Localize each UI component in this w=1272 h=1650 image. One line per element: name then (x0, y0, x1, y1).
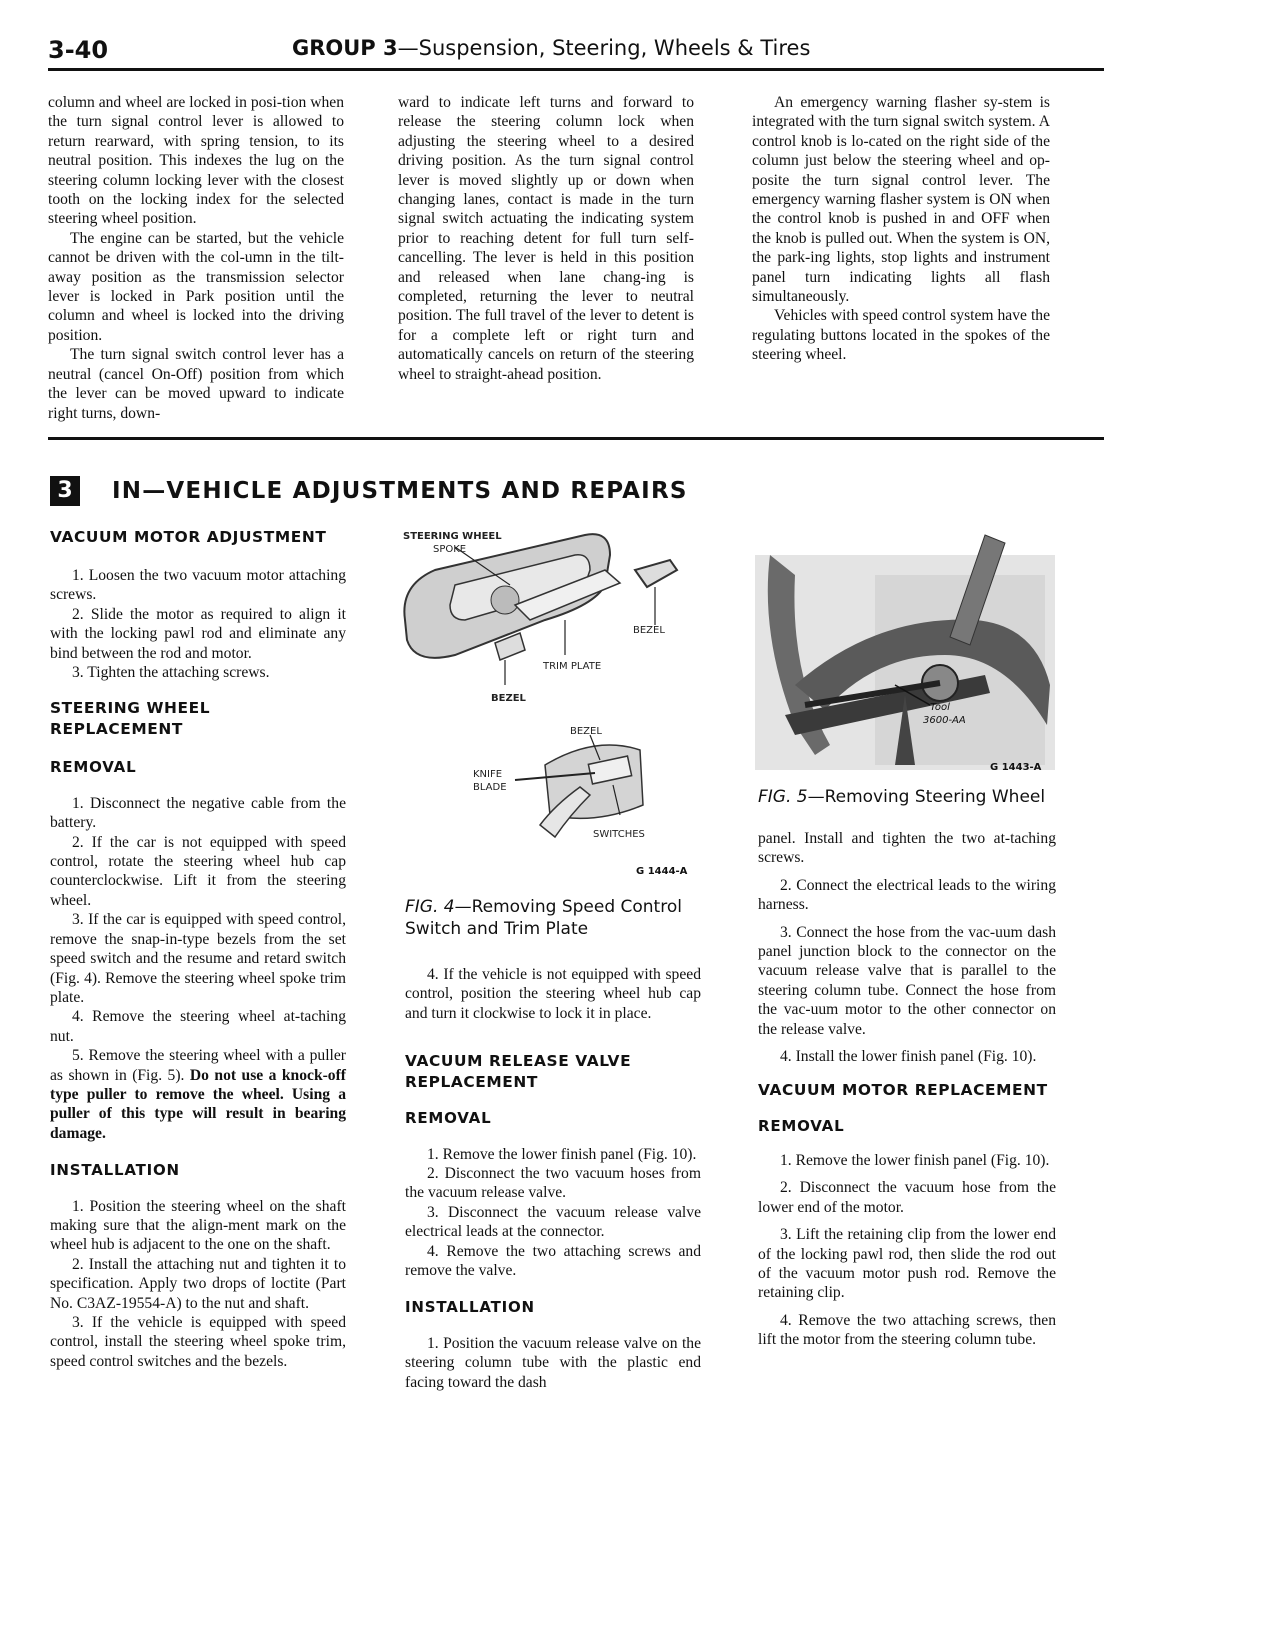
step: 4. Remove the two attaching screws and remove the valve. (405, 1242, 701, 1280)
paragraph: The engine can be started, but the vehicle cannot be driven with the col-umn in the tilt-away position as the transmission selector lever is locked in Park position until the column and wheel is locked into the driving position. (48, 229, 344, 344)
header-rule (48, 68, 1104, 71)
step: 1. Loosen the two vacuum motor attaching screws. (50, 567, 346, 604)
step: 1. Position the steering wheel on the shaft making sure that the align-ment mark on the wheel hub is adjacent to the one on the shaft. (50, 1197, 346, 1254)
group-label: GROUP 3 (292, 36, 398, 60)
step: 3. Connect the hose from the vac-uum dash panel junction block to the connector on the vacuum release valve that is parallel to the steering column tube. Connect the hose from the vac-uum motor to the other connector on the release valve. (758, 923, 1056, 1038)
step-text: 5. Remove the steering wheel with a puller as shown in (Fig. 5). (50, 1047, 346, 1084)
heading-removal: REMOVAL (50, 758, 137, 777)
intro-column-3 (752, 93, 1050, 365)
step: 3. If the car is equipped with speed control, remove the snap-in-type bezels from the set speed switch and the resume and retard switch (Fig. 4). Remove the steering wheel spoke trim plate. (50, 911, 346, 1006)
paragraph: panel. Install and tighten the two at-taching screws. (758, 830, 1056, 867)
heading-removal: REMOVAL (405, 1109, 492, 1128)
step: 3. Lift the retaining clip from the lower end of the locking pawl rod, then slide the rod out of the vacuum motor push rod. Remove the retaining clip. (758, 1226, 1056, 1302)
heading-vacuum-release-valve: VACUUM RELEASE VALVE REPLACEMENT (405, 1052, 632, 1092)
section-title: IN—VEHICLE ADJUSTMENTS AND REPAIRS (112, 478, 688, 504)
intro-column-2 (398, 93, 694, 384)
figure-5-number: FIG. 5 (758, 787, 808, 807)
heading-steering-wheel-replacement: STEERING WHEEL REPLACEMENT (50, 699, 211, 739)
warning-text: Do not use a knock-off type puller to remove the wheel. Using a puller of this type will result in bearing damage. (50, 1066, 346, 1142)
step: 1. Disconnect the negative cable from the battery. (50, 794, 346, 832)
paragraph: The turn signal switch control lever has a neutral (cancel On-Off) position from which the lever can be moved upward to indicate right turns, down- (48, 346, 344, 422)
figure-4-caption (405, 896, 705, 940)
step: 2. Disconnect the two vacuum hoses from the vacuum release valve. (405, 1165, 701, 1202)
step: 1. Remove the lower finish panel (Fig. 10). (780, 1151, 1050, 1169)
section-badge: 3 (50, 476, 80, 506)
step: 4. Remove the two attaching screws, then lift the motor from the steering column tube. (758, 1311, 1056, 1349)
section-rule (48, 437, 1104, 440)
step: 4. Remove the steering wheel at-taching nut. (50, 1008, 346, 1045)
step: 4. Install the lower finish panel (Fig. 10). (780, 1048, 1037, 1066)
step: 2. Slide the motor as required to align it with the locking pawl rod and eliminate any bind between the rod and motor. (50, 605, 346, 662)
figure-4-caption-text: —Removing Speed Control Switch and Trim Plate (405, 897, 682, 939)
page-header-title (292, 36, 810, 60)
heading-vacuum-motor-adjustment: VACUUM MOTOR ADJUSTMENT (50, 528, 327, 546)
heading-installation: INSTALLATION (405, 1298, 535, 1317)
label-tool-number: 3600-AA (923, 715, 966, 726)
left-column (50, 527, 346, 1371)
intro-column-1 (48, 93, 344, 423)
step: 1. Position the vacuum release valve on the steering column tube with the plastic end facing toward the dash (405, 1334, 701, 1391)
step: 2. Connect the electrical leads to the wiring harness. (758, 876, 1056, 914)
figure-4-code: G 1444-A (636, 866, 688, 877)
step: 3. Disconnect the vacuum release valve electrical leads at the connector. (405, 1203, 701, 1241)
label-bezel-lower: BEZEL (570, 726, 602, 737)
label-blade: BLADE (473, 782, 507, 793)
paragraph: Vehicles with speed control system have the regulating buttons located in the spokes of the steering wheel. (752, 307, 1050, 364)
step: 1. Remove the lower finish panel (Fig. 10). (427, 1145, 697, 1163)
figure-5-caption-text: —Removing Steering Wheel (807, 787, 1046, 807)
step: 2. Install the attaching nut and tighten it to specification. Apply two drops of loctite (Part No. C3AZ-19554-A) to the nut and shaft. (50, 1255, 346, 1312)
label-tool: Tool (930, 702, 950, 713)
figure-5-caption (758, 786, 1058, 808)
page-number: 3-40 (48, 36, 109, 64)
label-trim-plate: TRIM PLATE (543, 661, 602, 672)
step: 4. If the vehicle is not equipped with speed control, position the steering wheel hub cap and turn it clockwise to lock it in place. (405, 966, 701, 1022)
figure-5-code: G 1443-A (990, 762, 1042, 773)
figure-4-illustration (395, 525, 705, 860)
step: 2. If the car is not equipped with speed control, rotate the steering wheel hub cap counterclockwise. Lift it from the steering wheel. (50, 833, 346, 909)
label-knife: KNIFE (473, 769, 503, 780)
figure-5-photo (755, 525, 1055, 775)
paragraph: ward to indicate left turns and forward to release the steering column lock when adjusting the steering wheel to a desired driving position. As the turn signal control lever is moved slightly up or down when changing lanes, contact is made in the turn signal switch actuating the indicating system prior to reaching detent for full turn self-cancelling. The lever is held in this position and released when lane chang-ing is completed, returning the lever to neutral position. The full travel of the lever to detent is for a complete left or right turn and automatically cancels on return of the steering wheel to straight-ahead position. (398, 94, 694, 383)
step: 3. If the vehicle is equipped with speed control, install the steering wheel spoke trim, speed control switches and the bezels. (50, 1314, 346, 1370)
label-spoke: SPOKE (433, 544, 467, 555)
paragraph: column and wheel are locked in posi-tion when the turn signal control lever is allowed to return rearward, with spring tension, to its neutral position. This indexes the lug on the steering column locking lever with the closest tooth on the locking index for the selected steering wheel position. (48, 94, 344, 228)
figure-4-number: FIG. 4 (405, 897, 455, 917)
label-bezel-left: BEZEL (491, 693, 526, 704)
step: 2. Disconnect the vacuum hose from the lower end of the motor. (758, 1179, 1056, 1216)
heading-removal: REMOVAL (758, 1117, 845, 1136)
right-column (758, 829, 1056, 1350)
heading-installation: INSTALLATION (50, 1161, 180, 1180)
paragraph: An emergency warning flasher sy-stem is integrated with the turn signal switch system. A control knob is lo-cated on the right side of the column just below the steering wheel and op-posite the turn signal control lever. The emergency warning flasher system is ON when the control knob is pushed in and OFF when the knob is pulled out. When the system is ON, the park-ing lights, stop lights and instrument panel turn indicating lights all flash simultaneously. (752, 94, 1050, 306)
middle-column (405, 965, 701, 1392)
label-steering-wheel: STEERING WHEEL (403, 531, 502, 542)
step: 3. Tighten the attaching screws. (72, 664, 270, 682)
label-bezel: BEZEL (633, 625, 665, 636)
group-subtitle: —Suspension, Steering, Wheels & Tires (397, 36, 811, 60)
step-5 (50, 1046, 346, 1143)
label-switches: SWITCHES (593, 829, 645, 840)
heading-vacuum-motor-replacement: VACUUM MOTOR REPLACEMENT (758, 1081, 1048, 1100)
